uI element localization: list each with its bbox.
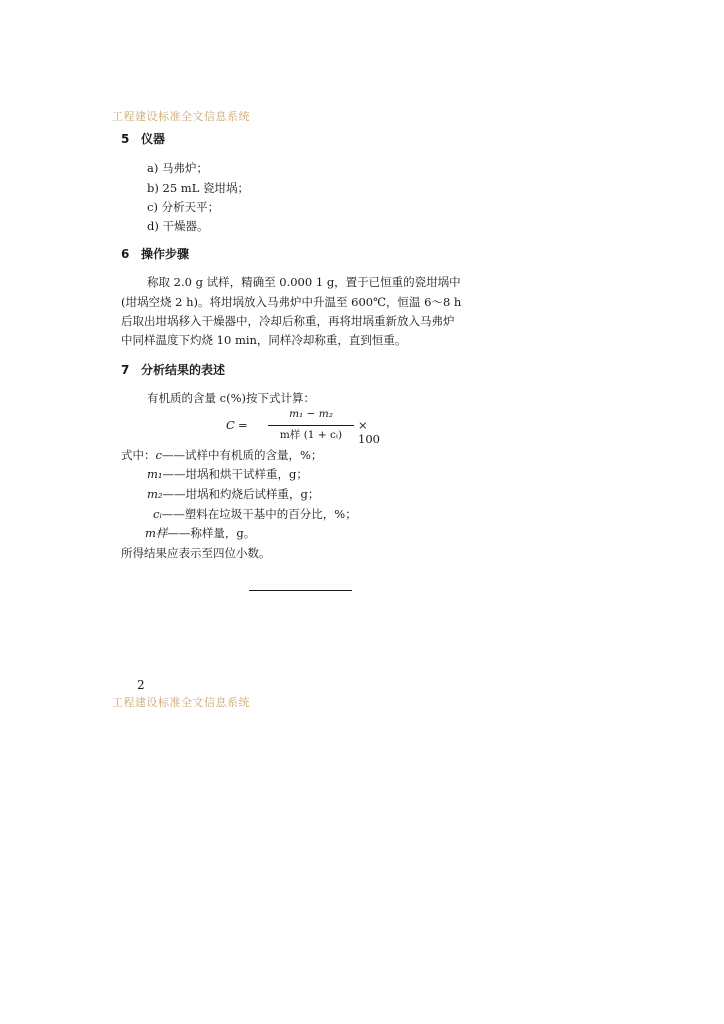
section-5-heading (121, 130, 165, 147)
section-5-item-c: c) 分析天平； (147, 200, 220, 214)
formula-lhs: C (226, 418, 235, 432)
section-6-line-4: 中同样温度下灼烧 10 min，同样冷却称重，直到恒重。 (121, 333, 407, 347)
section-7-number: 7 (121, 363, 130, 377)
definition-text: ——坩埚和灼烧后试样重，g； (162, 487, 320, 501)
definition-symbol: cᵢ (153, 507, 162, 521)
definition-symbol: c (155, 448, 162, 462)
fraction-bar (268, 425, 354, 426)
definition-ci (153, 506, 357, 522)
section-5-title: 仪器 (141, 132, 166, 146)
section-6-number: 6 (121, 247, 130, 261)
section-5-item-b: b) 25 mL 瓷坩埚； (147, 181, 249, 195)
definition-m2 (147, 486, 319, 502)
section-6-line-3: 后取出坩埚移入干燥器中，冷却后称重，再将坩埚重新放入马弗炉 (121, 314, 455, 328)
definition-prefix: 式中： (121, 448, 156, 462)
formula-equals: = (238, 418, 248, 432)
section-6-title: 操作步骤 (141, 247, 190, 261)
closing-statement: 所得结果应表示至四位小数。 (121, 546, 271, 560)
definition-text: ——坩埚和烘干试样重，g； (162, 467, 308, 481)
formula-numerator: m₁ − m₂ (289, 408, 333, 420)
section-5-item-a: a) 马弗炉； (147, 161, 208, 175)
end-rule (249, 590, 352, 591)
page-number: 2 (137, 678, 145, 692)
definition-symbol: m样 (145, 526, 168, 540)
definition-symbol: m₁ (147, 467, 163, 481)
section-7-heading (121, 361, 225, 378)
definition-m1 (147, 466, 308, 482)
watermark-bottom: 工程建设标准全文信息系统 (112, 696, 250, 709)
definition-text: ——塑料在垃圾干基中的百分比，%； (161, 507, 357, 521)
section-5-number: 5 (121, 132, 130, 146)
section-6-heading (121, 245, 189, 262)
section-6-line-1: 称取 2.0 g 试样，精确至 0.000 1 g，置于已恒重的瓷坩埚中 (147, 275, 461, 289)
formula-denominator: m样 (1 + cᵢ) (279, 429, 343, 441)
definition-text: ——称样量，g。 (167, 526, 256, 540)
definition-c (121, 447, 322, 463)
definition-m-sample (145, 525, 255, 541)
formula (226, 408, 386, 444)
section-7-title: 分析结果的表述 (141, 363, 226, 377)
section-6-line-2: (坩埚空烧 2 h)。将坩埚放入马弗炉中升温至 600℃，恒温 6～8 h (121, 295, 462, 309)
section-5-item-d: d) 干燥器。 (147, 219, 209, 233)
definition-text: ——试样中有机质的含量，%； (161, 448, 323, 462)
section-7-intro: 有机质的含量 c(%)按下式计算： (147, 391, 315, 405)
formula-multiplier: × 100 (358, 418, 380, 446)
definition-symbol: m₂ (147, 487, 163, 501)
watermark-top: 工程建设标准全文信息系统 (112, 110, 250, 123)
